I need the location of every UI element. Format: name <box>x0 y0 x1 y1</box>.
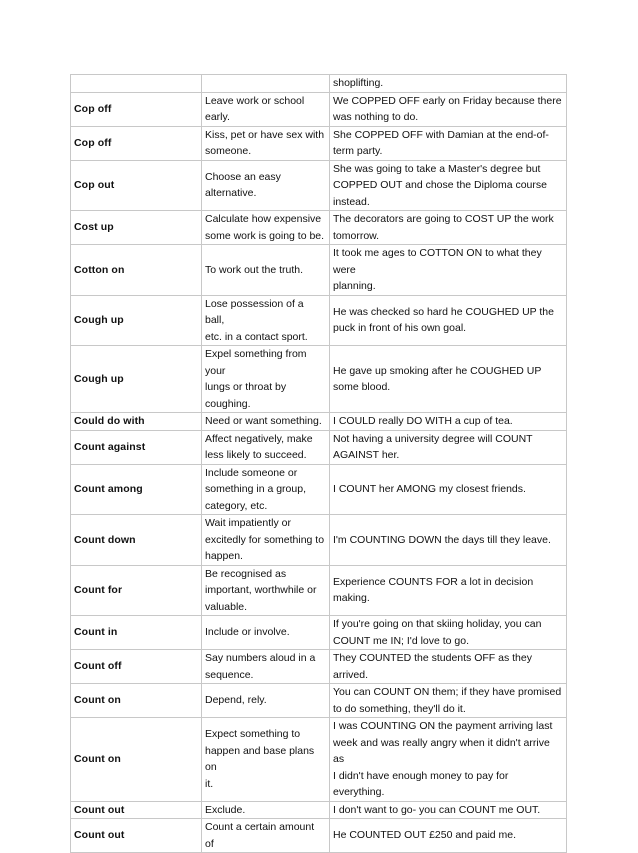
table-row <box>71 565 567 616</box>
table-row <box>71 126 567 160</box>
table-row <box>71 75 567 93</box>
phrasal-verb-cell: Count in <box>71 616 202 650</box>
meaning-cell: Count a certain amount of <box>202 819 330 853</box>
meaning-cell: Choose an easy alternative. <box>202 160 330 211</box>
example-cell: I COULD really DO WITH a cup of tea. <box>330 413 567 431</box>
table-row <box>71 211 567 245</box>
meaning-cell: Lose possession of a ball, etc. in a contact sport. <box>202 295 330 346</box>
example-cell: He COUNTED OUT £250 and paid me. <box>330 819 567 853</box>
phrasal-verb-cell: Could do with <box>71 413 202 431</box>
example-cell: I was COUNTING ON the payment arriving last week and was really angry when it didn't arrive as I didn't have enough money to pay for everything. <box>330 718 567 802</box>
phrasal-verb-cell: Cop off <box>71 126 202 160</box>
table-row <box>71 413 567 431</box>
phrasal-verb-cell: Cotton on <box>71 245 202 296</box>
table-row <box>71 650 567 684</box>
table-row <box>71 464 567 515</box>
example-cell: I COUNT her AMONG my closest friends. <box>330 464 567 515</box>
meaning-cell: Calculate how expensive some work is going to be. <box>202 211 330 245</box>
phrasal-verb-cell: Cost up <box>71 211 202 245</box>
phrasal-verb-cell: Count down <box>71 515 202 566</box>
example-cell: The decorators are going to COST UP the work tomorrow. <box>330 211 567 245</box>
table-row <box>71 819 567 853</box>
table-row <box>71 684 567 718</box>
meaning-cell: Expect something to happen and base plans on it. <box>202 718 330 802</box>
meaning-cell: Include or involve. <box>202 616 330 650</box>
meaning-cell: Exclude. <box>202 801 330 819</box>
example-cell: It took me ages to COTTON ON to what they were planning. <box>330 245 567 296</box>
table-row <box>71 160 567 211</box>
phrasal-verb-cell: Cough up <box>71 295 202 346</box>
table-row <box>71 801 567 819</box>
meaning-cell: Wait impatiently or excitedly for something to happen. <box>202 515 330 566</box>
phrasal-verb-cell: Count off <box>71 650 202 684</box>
phrasal-verb-cell: Count for <box>71 565 202 616</box>
table-row <box>71 718 567 802</box>
example-cell: He was checked so hard he COUGHED UP the puck in front of his own goal. <box>330 295 567 346</box>
phrasal-verb-cell: Cop out <box>71 160 202 211</box>
example-cell: She COPPED OFF with Damian at the end-of- term party. <box>330 126 567 160</box>
table-row <box>71 515 567 566</box>
phrasal-verb-cell: Count out <box>71 819 202 853</box>
example-cell: We COPPED OFF early on Friday because there was nothing to do. <box>330 92 567 126</box>
table-row <box>71 295 567 346</box>
meaning-cell: To work out the truth. <box>202 245 330 296</box>
example-cell: They COUNTED the students OFF as they arrived. <box>330 650 567 684</box>
example-cell: I'm COUNTING DOWN the days till they leave. <box>330 515 567 566</box>
meaning-cell <box>202 75 330 93</box>
meaning-cell: Expel something from your lungs or throat by coughing. <box>202 346 330 413</box>
example-cell: He gave up smoking after he COUGHED UP some blood. <box>330 346 567 413</box>
example-cell: shoplifting. <box>330 75 567 93</box>
phrasal-verb-cell: Cough up <box>71 346 202 413</box>
meaning-cell: Kiss, pet or have sex with someone. <box>202 126 330 160</box>
phrasal-verb-cell: Count against <box>71 430 202 464</box>
table-row <box>71 92 567 126</box>
table-row <box>71 245 567 296</box>
phrasal-verb-cell: Cop off <box>71 92 202 126</box>
meaning-cell: Need or want something. <box>202 413 330 431</box>
example-cell: Experience COUNTS FOR a lot in decision making. <box>330 565 567 616</box>
example-cell: I don't want to go- you can COUNT me OUT. <box>330 801 567 819</box>
phrasal-verb-cell: Count out <box>71 801 202 819</box>
table-body <box>71 75 567 853</box>
phrasal-verb-table <box>70 74 567 853</box>
phrasal-verb-cell: Count among <box>71 464 202 515</box>
example-cell: If you're going on that skiing holiday, you can COUNT me IN; I'd love to go. <box>330 616 567 650</box>
meaning-cell: Be recognised as important, worthwhile or valuable. <box>202 565 330 616</box>
phrasal-verb-cell <box>71 75 202 93</box>
meaning-cell: Affect negatively, make less likely to succeed. <box>202 430 330 464</box>
table-row <box>71 430 567 464</box>
example-cell: You can COUNT ON them; if they have promised to do something, they'll do it. <box>330 684 567 718</box>
example-cell: Not having a university degree will COUNT AGAINST her. <box>330 430 567 464</box>
meaning-cell: Include someone or something in a group, category, etc. <box>202 464 330 515</box>
table-row <box>71 616 567 650</box>
example-cell: She was going to take a Master's degree but COPPED OUT and chose the Diploma course instead. <box>330 160 567 211</box>
meaning-cell: Leave work or school early. <box>202 92 330 126</box>
meaning-cell: Say numbers aloud in a sequence. <box>202 650 330 684</box>
phrasal-verb-cell: Count on <box>71 684 202 718</box>
phrasal-verb-cell: Count on <box>71 718 202 802</box>
table-row <box>71 346 567 413</box>
meaning-cell: Depend, rely. <box>202 684 330 718</box>
